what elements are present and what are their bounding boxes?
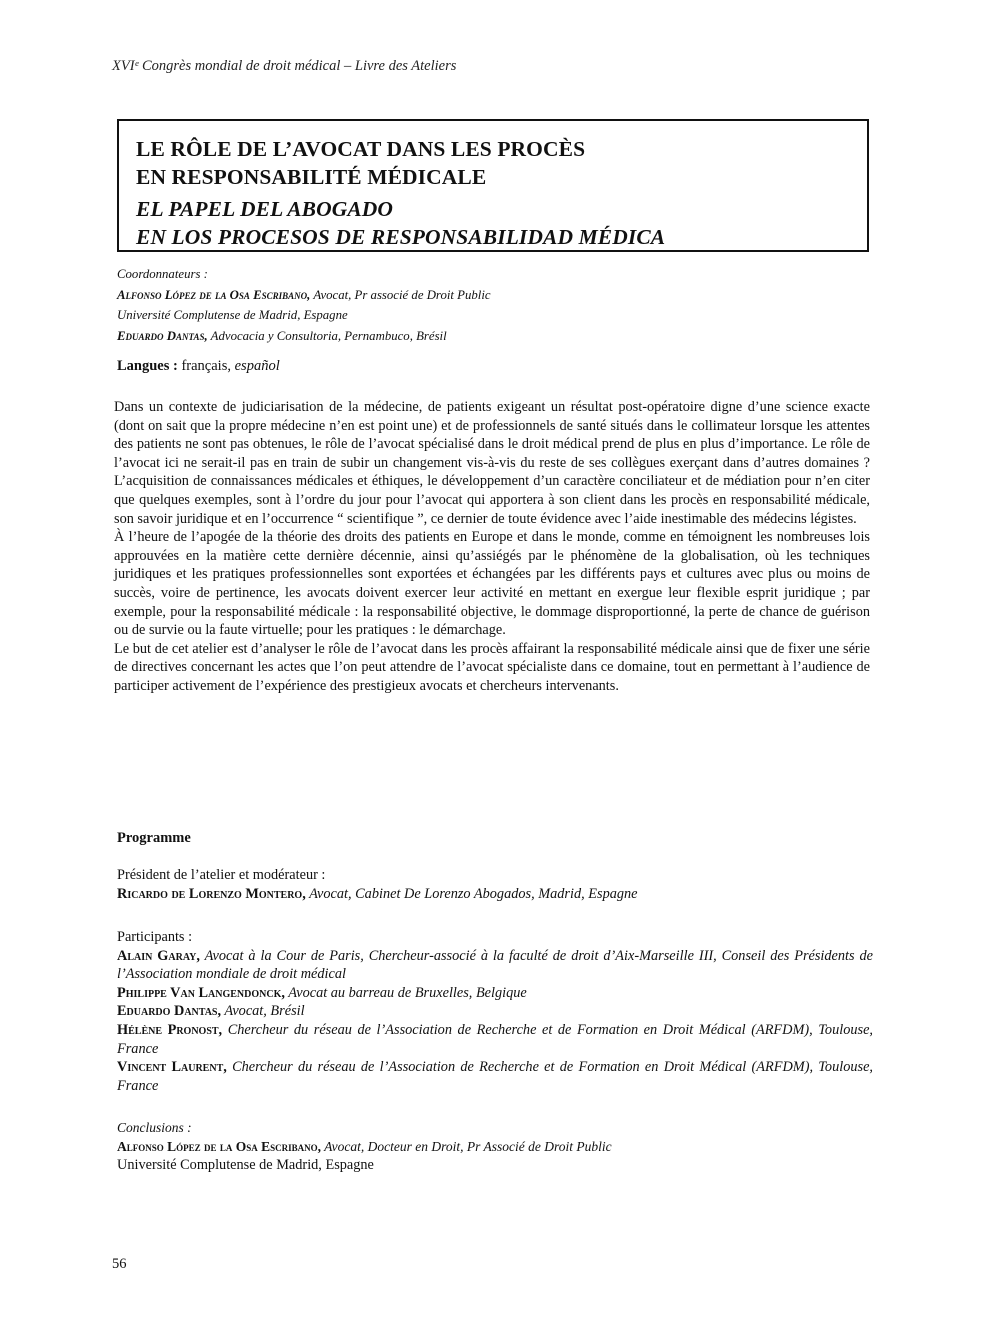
conclusions-affiliation: Université Complutense de Madrid, Espagne: [117, 1157, 374, 1173]
page-number: 56: [112, 1256, 127, 1272]
participant-role: Chercheur du réseau de l’Association de Recherche et de Formation en Droit Médical (ARFDM), Toulouse, France: [117, 1059, 873, 1094]
participants-block: [117, 928, 873, 1095]
participant-name: Vincent Laurent,: [117, 1059, 227, 1076]
coordinator-1-name: Alfonso López de la Osa Escribano,: [117, 287, 311, 302]
president-label: Président de l’atelier et modérateur :: [117, 867, 326, 883]
language-spanish: español: [234, 358, 280, 374]
participant-name: Eduardo Dantas,: [117, 1003, 222, 1020]
title-spanish: [136, 195, 867, 251]
coordinator-1-affiliation: Université Complutense de Madrid, Espagne: [117, 308, 348, 322]
running-header: XVIᵉ Congrès mondial de droit médical – Livre des Ateliers: [112, 58, 457, 74]
participant-name: Hélène Pronost,: [117, 1021, 223, 1038]
coordinator-2-role: Advocacia y Consultoria, Pernambuco, Brésil: [207, 328, 447, 343]
conclusions-entry: [117, 1137, 877, 1156]
participant-name: Philippe Van Langendonck,: [117, 984, 285, 1001]
president-name: Ricardo de Lorenzo Montero,: [117, 885, 306, 902]
programme-heading: Programme: [117, 830, 191, 846]
language-french: français,: [177, 358, 235, 374]
participant-role: Avocat au barreau de Bruxelles, Belgique: [284, 984, 527, 1001]
president-role: Avocat, Cabinet De Lorenzo Abogados, Madrid, Espagne: [305, 885, 638, 902]
participant-entry: [117, 984, 873, 1003]
participant-entry: [117, 1058, 873, 1095]
coordinator-1-role: Avocat, Pr associé de Droit Public: [310, 287, 491, 302]
coordinator-2-name: Eduardo Dantas,: [117, 328, 208, 343]
participant-role: Chercheur du réseau de l’Association de Recherche et de Formation en Droit Médical (ARFDM), Toulouse, France: [117, 1021, 873, 1057]
participant-entry: [117, 1021, 873, 1058]
participant-entry: [117, 947, 873, 984]
participants-label: Participants :: [117, 929, 193, 945]
title-spanish-line-1: EL PAPEL DEL ABOGADO: [136, 197, 394, 221]
languages-label: Langues :: [117, 358, 178, 374]
conclusions-block: [117, 1118, 877, 1175]
body-text: [114, 398, 870, 696]
president-block: [117, 866, 873, 903]
conclusions-label: Conclusions :: [117, 1120, 192, 1135]
conclusions-name: Alfonso López de la Osa Escribano,: [117, 1139, 322, 1154]
participant-name: Alain Garay,: [117, 947, 200, 964]
participant-entry: [117, 1002, 873, 1021]
participant-role: Avocat, Brésil: [221, 1003, 305, 1020]
president-entry: [117, 885, 873, 904]
coordinators-label: Coordonnateurs :: [117, 267, 208, 281]
title-french-line-2: EN RESPONSABILITÉ MÉDICALE: [136, 165, 487, 189]
conclusions-role: Avocat, Docteur en Droit, Pr Associé de Droit Public: [321, 1139, 612, 1154]
title-spanish-line-2: EN LOS PROCESOS DE RESPONSABILIDAD MÉDICA: [136, 225, 666, 249]
coordinator-1: [117, 285, 877, 306]
languages-line: [117, 358, 280, 375]
coordinator-2: [117, 326, 877, 347]
title-french: [136, 135, 867, 191]
participant-role: Avocat à la Cour de Paris, Chercheur-associé à la faculté de droit d’Aix-Marseille III, Conseil des Présidents de l’Association mondiale de droit médical: [117, 947, 873, 983]
paragraph-3: Le but de cet atelier est d’analyser le rôle de l’avocat dans les procès affairant la responsabilité médicale ainsi que de fixer une série de directives concernant les actes que l’on peut attendre de l’avocat spécialiste dans ce domaine, tout en permettant à l’audience de participer activement de l’expérience des prestigieux avocats et chercheurs intervenants.: [114, 640, 870, 694]
title-box: [117, 119, 869, 252]
paragraph-1: Dans un contexte de judiciarisation de la médecine, de patients exigeant un résultat post-opératoire digne d’une science exacte (dont on sait que la propre médecine n’en est point une) et de professionnels de santé situés dans le collimateur lorsque les attentes des patients ne sont pas obtenues, le rôle de l’avocat spécialisé dans le droit médical prend de plus en plus d’importance. Le rôle de l’avocat ici ne serait-il pas en train de subir un changement vis-à-vis du reste de ses collègues exerçant dans d’autres domaines ? L’acquisition de connaissances médicales et éthiques, le développement d’un caractère conciliateur et de médiation pour n’en citer que quelques exemples, sont à l’ordre du jour pour l’avocat qui apportera à son client dans les procès en responsabilité médicale, son savoir juridique et en l’occurrence “ scientifique ”, ce dernier de toute évidence avec l’aide inestimable des médecins légistes.: [114, 399, 870, 527]
paragraph-2: À l’heure de l’apogée de la théorie des droits des patients en Europe et dans le monde, comme en témoignent les nombreuses lois approuvées en la matière cette dernière décennie, ainsi qu’assiégés par le phénomène de la globalisation, où les techniques juridiques et les pratiques professionnelles sont exportées et échangées par les différents pays et cultures avec plus ou moins de succès, voire de pertinence, les avocats doivent exercer leur activité en mettant en exergue leur flexible esprit juridique ; par exemple, pour la responsabilité médicale : la responsabilité objective, le dommage disproportionné, la perte de chance de guérison ou de survie ou la faute virtuelle; pour les pratiques : le démarchage.: [114, 529, 870, 639]
coordinators-block: [117, 264, 877, 346]
title-french-line-1: LE RÔLE DE L’AVOCAT DANS LES PROCÈS: [136, 137, 586, 161]
